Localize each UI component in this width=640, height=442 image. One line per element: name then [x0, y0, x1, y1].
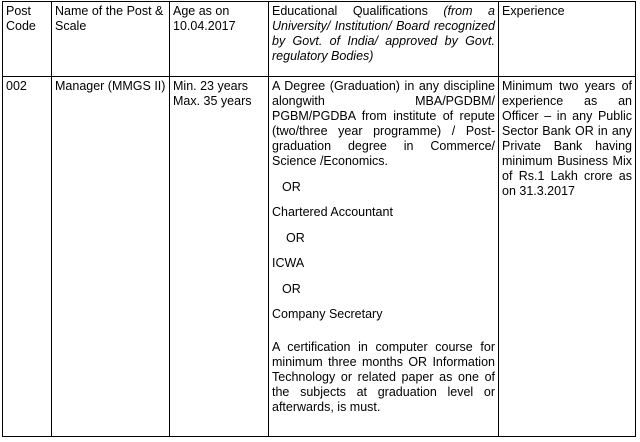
option-chartered-accountant: Chartered Accountant: [272, 205, 393, 219]
option-company-secretary: Company Secretary: [272, 307, 383, 321]
or-separator: OR: [286, 231, 305, 245]
table-row: [3, 77, 636, 437]
qual-degree-text: A Degree (Graduation) in any discipline alongwith MBA/PGDBM/ PGBM/PGDBA from institute of repute (two/three year programme) / Post-graduation degree in Commerce/ Science /Economics.: [272, 79, 495, 168]
certification-text: A certification in computer course for minimum three months OR Information Technology or related paper as one of the subjects at graduation level or afterwards, is must.: [272, 340, 495, 414]
header-post-code: Post Code: [3, 2, 52, 77]
cell-post-code: 002: [3, 77, 52, 437]
or-separator: OR: [282, 180, 301, 194]
eligibility-table: [2, 1, 636, 437]
header-age: Age as on 10.04.2017: [170, 2, 269, 77]
cell-experience: Minimum two years of experience as an Officer – in any Public Sector Bank OR in any Private Bank having minimum Business Mix of Rs.1 Lakh crore as on 31.3.2017: [499, 77, 636, 437]
cell-qualifications: [269, 77, 499, 437]
header-qual-main: Educational Qualifications: [272, 4, 444, 18]
header-name-of-post: Name of the Post & Scale: [52, 2, 170, 77]
option-icwa: ICWA: [272, 256, 305, 270]
age-min: Min. 23 years: [173, 79, 249, 93]
header-experience: Experience: [499, 2, 636, 77]
header-educational-qualifications: [269, 2, 499, 77]
cell-age: [170, 77, 269, 437]
spacer: [272, 322, 495, 340]
age-max: Max. 35 years: [173, 94, 252, 108]
header-qual-note: (from a University/ Institution/ Board recognized by Govt. of India/ approved by Govt. regulatory Bodies): [272, 4, 495, 63]
cell-name-of-post: Manager (MMGS II): [52, 77, 170, 437]
or-separator: OR: [282, 282, 301, 296]
table-header-row: [3, 2, 636, 77]
